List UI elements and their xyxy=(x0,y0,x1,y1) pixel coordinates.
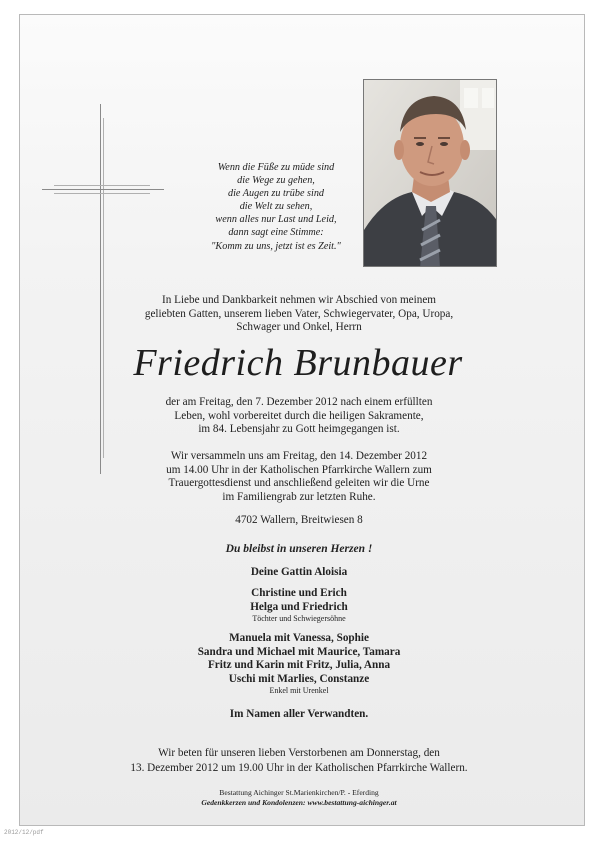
service-line: Wir versammeln uns am Freitag, den 14. Dezember 2012 xyxy=(170,450,428,462)
poem-line: die Augen zu trübe sind xyxy=(227,188,325,200)
condolence-link[interactable]: Gedenkkerzen und Kondolenzen: www.bestattung-aichinger.at xyxy=(201,797,397,807)
intro-line: geliebten Gatten, unserem lieben Vater, Schwiegervater, Opa, Uropa, xyxy=(144,307,454,320)
child-line: Helga und Friedrich xyxy=(250,600,348,613)
poem-line: dann sagt eine Stimme: xyxy=(228,227,324,239)
service-notice xyxy=(110,450,488,504)
prayer-line: 13. Dezember 2012 um 19.00 Uhr in der Katholischen Pfarrkirche Wallern. xyxy=(130,762,468,774)
grandchild-line: Sandra und Michael mit Maurice, Tamara xyxy=(197,645,401,658)
intro-text xyxy=(110,294,488,335)
poem-line: die Wege zu gehen, xyxy=(237,175,315,187)
poem-line: wenn alles nur Last und Leid, xyxy=(215,214,337,226)
intro-line: Schwager und Onkel, Herrn xyxy=(236,321,362,334)
children xyxy=(110,587,488,624)
deceased-name: Friedrich Brunbauer xyxy=(133,342,463,384)
address: 4702 Wallern, Breitwiesen 8 xyxy=(235,514,363,526)
child-line: Christine und Erich xyxy=(251,587,347,599)
service-line: im Familiengrab zur letzten Ruhe. xyxy=(222,490,376,503)
portrait-photo xyxy=(363,79,497,267)
service-line: Trauergottesdienst und anschließend geleiten wir die Urne xyxy=(168,477,430,490)
service-line: um 14.00 Uhr in der Katholischen Pfarrkirche Wallern zum xyxy=(166,463,432,476)
grandchildren xyxy=(110,632,488,696)
death-line: im 84. Lebensjahr zu Gott heimgegangen ist. xyxy=(198,423,400,436)
intro-line: In Liebe und Dankbarkeit nehmen wir Abschied von meinem xyxy=(161,294,437,306)
grandchild-line: Fritz und Karin mit Fritz, Julia, Anna xyxy=(207,659,391,672)
file-stamp: 2012/12/pdf xyxy=(4,829,44,836)
footer xyxy=(150,788,448,808)
relatives: Im Namen aller Verwandten. xyxy=(229,708,369,720)
grandchild-line: Manuela mit Vanessa, Sophie xyxy=(229,632,369,644)
death-line: Leben, wohl vorbereitet durch die heiligen Sakramente, xyxy=(174,409,424,422)
prayer-notice xyxy=(110,746,488,776)
wife: Deine Gattin Aloisia xyxy=(250,566,348,578)
grandchildren-caption: Enkel mit Urenkel xyxy=(269,686,329,696)
poem-line: "Komm zu uns, jetzt ist es Zeit." xyxy=(211,240,341,252)
grandchild-line: Uschi mit Marlies, Constanze xyxy=(228,672,370,685)
undertaker: Bestattung Aichinger St.Marienkirchen/P. - Eferding xyxy=(219,788,379,797)
death-notice xyxy=(110,396,488,437)
death-line: der am Freitag, den 7. Dezember 2012 nach einem erfüllten xyxy=(165,396,433,408)
motto: Du bleibst in unseren Herzen ! xyxy=(225,543,373,555)
poem-line: Wenn die Füße zu müde sind xyxy=(217,162,335,173)
poem-line: die Welt zu sehen, xyxy=(239,201,313,213)
poem xyxy=(180,161,372,253)
children-caption: Töchter und Schwiegersöhne xyxy=(252,614,346,624)
prayer-line: Wir beten für unseren lieben Verstorbenen am Donnerstag, den xyxy=(158,747,440,759)
